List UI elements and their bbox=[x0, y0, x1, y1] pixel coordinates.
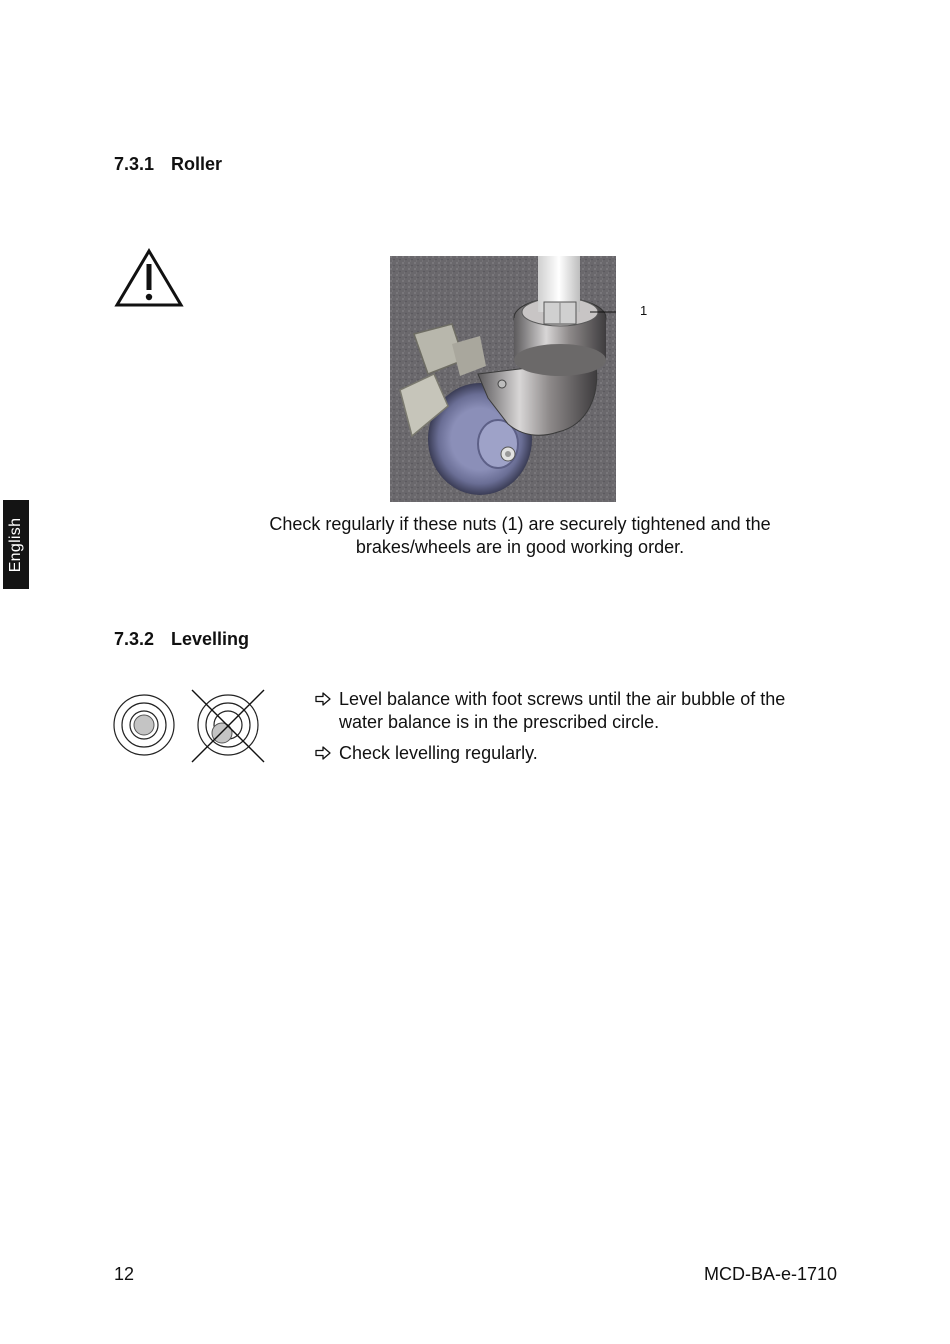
level-indicator-illustration bbox=[112, 688, 272, 766]
section-title: Roller bbox=[171, 154, 223, 174]
level-incorrect-icon bbox=[192, 690, 264, 762]
arrow-right-icon bbox=[314, 744, 332, 762]
instruction-text: Check levelling regularly. bbox=[339, 743, 538, 763]
caption-line: Check regularly if these nuts (1) are securely tightened and the bbox=[269, 514, 771, 534]
arrow-right-icon bbox=[314, 690, 332, 708]
section-number: 7.3.2 bbox=[114, 629, 155, 649]
language-tab-label: English bbox=[7, 517, 24, 572]
instruction-text: Level balance with foot screws until the air bubble of the water balance is in the prescribed circle. bbox=[339, 689, 786, 732]
instruction-item bbox=[314, 742, 834, 765]
section-heading-roller bbox=[114, 154, 222, 175]
level-correct-icon bbox=[114, 695, 174, 755]
document-code: MCD-BA-e-1710 bbox=[703, 1264, 837, 1284]
roller-photo bbox=[390, 256, 616, 502]
caption-line: brakes/wheels are in good working order. bbox=[355, 537, 685, 557]
warning-triangle-icon bbox=[114, 248, 184, 308]
section-heading-levelling bbox=[114, 629, 249, 650]
language-tab bbox=[3, 500, 29, 589]
section-title: Levelling bbox=[171, 629, 250, 649]
section-number: 7.3.1 bbox=[114, 154, 155, 174]
instruction-item bbox=[314, 688, 834, 734]
photo-callout-number: 1 bbox=[640, 303, 648, 318]
roller-caption bbox=[245, 513, 795, 559]
page-number: 12 bbox=[114, 1264, 135, 1284]
